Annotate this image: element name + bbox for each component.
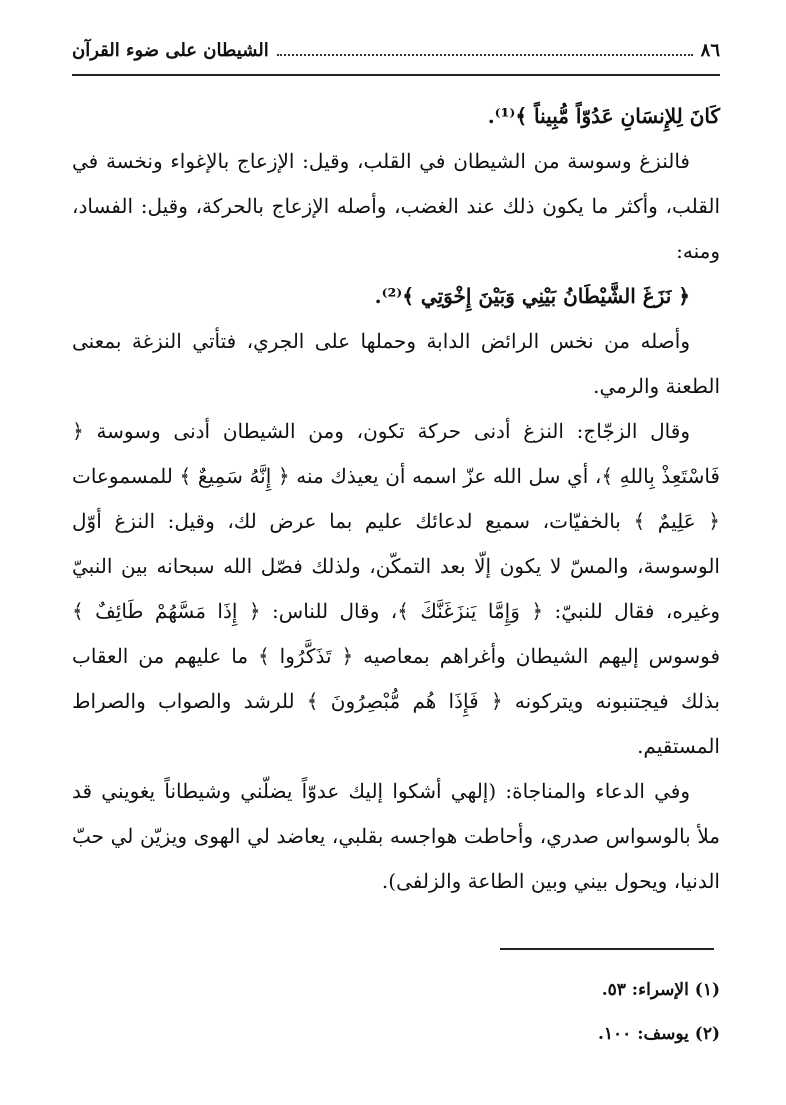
paragraph-nazgh-definition: فالنزغ وسوسة من الشيطان في القلب، وقيل: الإزعاج بالإغواء ونخسة في القلب، وأكثر ما يكون ذلك عند الغضب، وأصله الإزعاج بالحركة، وقيل: الفساد، ومنه: bbox=[72, 149, 720, 263]
running-header bbox=[72, 40, 720, 76]
running-title: الشيطان على ضوء القرآن bbox=[72, 40, 269, 61]
main-text bbox=[72, 94, 720, 904]
paragraph-zajjaj: وقال الزجّاج: النزغ أدنى حركة تكون، ومن الشيطان أدنى وسوسة ﴿ فَاسْتَعِذْ بِاللهِ ﴾، أي سل الله عزّ اسمه أن يعيذك منه ﴿ إِنَّهُ سَمِيعٌ ﴾ للمسموعات ﴿ عَلِيمٌ ﴾ بالخفيّات، سميع لدعائك عليم بما عرض لك، وقيل: النزغ أوّل الوسوسة، والمسّ لا يكون إلّا بعد التمكّن، ولذلك فصّل الله سبحانه بين النبيّ وغيره، فقال للنبيّ: ﴿ وَإِمَّا يَنزَغَنَّكَ ﴾، وقال للناس: ﴿ إِذَا مَسَّهُمْ طَائِفٌ ﴾ فوسوس إليهم الشيطان وأغراهم بمعاصيه ﴿ تَذَكَّرُوا ﴾ ما عليهم من العقاب بذلك فيجتنبونه ويتركونه ﴿ فَإِذَا هُم مُّبْصِرُونَ ﴾ للرشد والصواب والصراط المستقيم. bbox=[72, 419, 720, 758]
footnote-2: (٢) يوسف: ١٠٠. bbox=[597, 1024, 720, 1044]
quran-verse-continuation: كَانَ لِلإِنسَانِ عَدُوّاً مُّبِيناً ﴾⁽¹⁾. bbox=[487, 104, 720, 128]
quran-verse-yusuf: ﴿ نَزَغَ الشَّيْطَانُ بَيْنِي وَبَيْنَ إِخْوَتِي ﴾⁽²⁾. bbox=[374, 284, 690, 308]
page-number: ٨٦ bbox=[700, 40, 720, 61]
paragraph-supplication: وفي الدعاء والمناجاة: (إلهي أشكوا إليك عدوّاً يضلّني وشيطاناً يغويني قد ملأ بالوسواس صدري، وأحاطت هواجسه بقلبي، يعاضد لي الهوى ويزيّن لي حبّ الدنيا، ويحول بيني وبين الطاعة والزلفى). bbox=[72, 779, 720, 893]
header-dot-leader bbox=[277, 54, 693, 56]
footnotes bbox=[72, 968, 720, 1056]
footnote-separator bbox=[500, 948, 714, 950]
paragraph-origin: وأصله من نخس الرائض الدابة وحملها على الجري، فتأتي النزغة بمعنى الطعنة والرمي. bbox=[72, 329, 720, 398]
footnote-1: (١) الإسراء: ٥٣. bbox=[601, 980, 720, 1000]
